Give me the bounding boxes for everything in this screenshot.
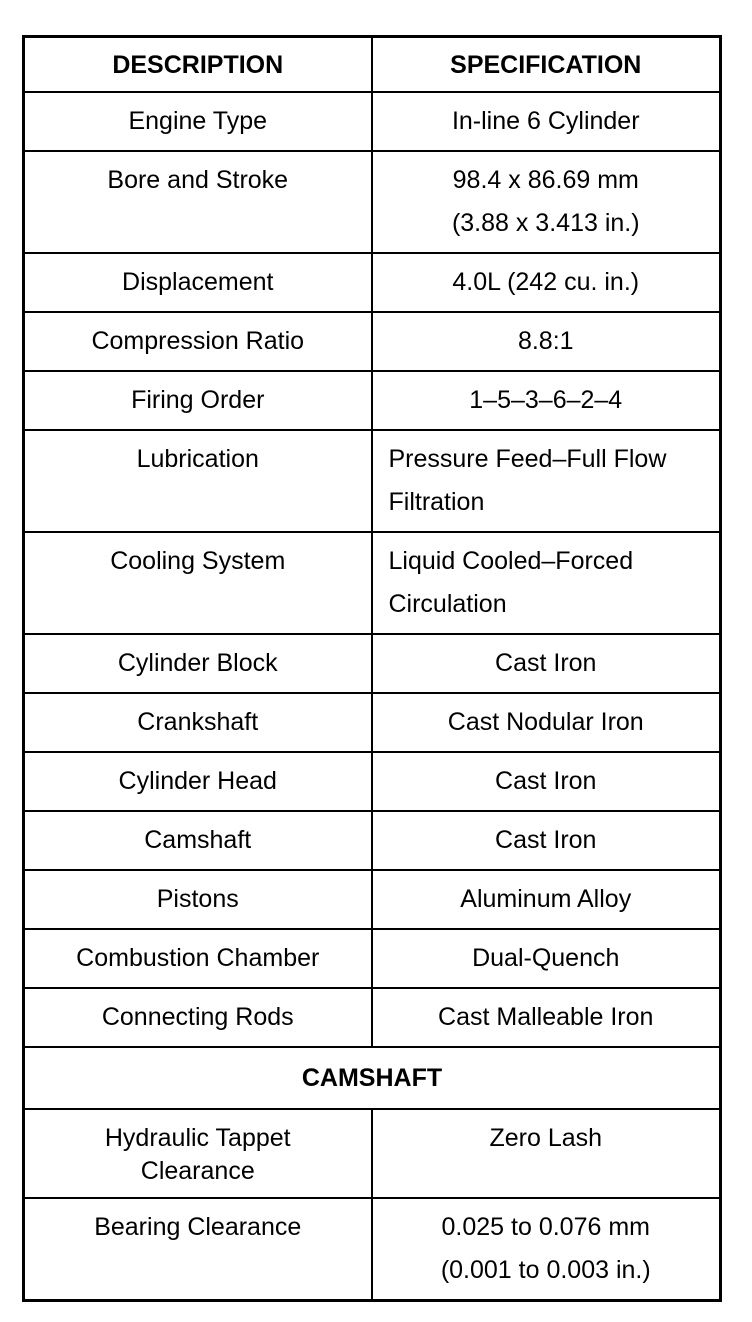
description-text: Compression Ratio — [91, 327, 305, 355]
table-row — [24, 371, 721, 430]
specification-text: Zero Lash — [489, 1124, 603, 1152]
table-row — [24, 811, 721, 870]
description-cell — [24, 92, 372, 151]
specification-cell — [372, 929, 721, 988]
description-text: Crankshaft — [137, 708, 259, 736]
specification-header: SPECIFICATION — [372, 37, 721, 93]
specification-cell — [372, 371, 721, 430]
description-text: Bearing Clearance — [94, 1213, 302, 1241]
description-cell — [24, 1198, 372, 1301]
description-text: Cooling System — [110, 547, 286, 575]
specification-text: 4.0L (242 cu. in.) — [452, 268, 640, 296]
description-cell — [24, 752, 372, 811]
table-row — [24, 870, 721, 929]
description-cell — [24, 151, 372, 253]
table-row — [24, 693, 721, 752]
description-header: DESCRIPTION — [24, 37, 372, 93]
description-text: Connecting Rods — [101, 1003, 294, 1031]
description-text: Cylinder Head — [118, 767, 277, 795]
specification-text: Pressure Feed–Full Flow — [388, 445, 667, 473]
description-text: Cylinder Block — [117, 649, 278, 677]
table-row — [24, 1198, 721, 1301]
description-cell — [24, 430, 372, 532]
specification-cell — [372, 92, 721, 151]
table-row — [24, 929, 721, 988]
description-cell — [24, 253, 372, 312]
specification-text: 0.025 to 0.076 mm — [441, 1213, 650, 1241]
description-cell — [24, 634, 372, 693]
camshaft-section-title: CAMSHAFT — [24, 1047, 721, 1109]
specification-cell — [372, 752, 721, 811]
table-row — [24, 532, 721, 634]
table-row — [24, 253, 721, 312]
specification-cell — [372, 253, 721, 312]
specification-cell — [372, 532, 721, 634]
description-cell — [24, 811, 372, 870]
description-text: Bore and Stroke — [107, 166, 289, 194]
table-row — [24, 988, 721, 1047]
specification-text: Cast Nodular Iron — [447, 708, 644, 736]
specification-text: Liquid Cooled–Forced — [388, 547, 634, 575]
description-cell — [24, 870, 372, 929]
description-text: Camshaft — [144, 826, 252, 854]
table-row — [24, 1109, 721, 1198]
specification-text: Cast Iron — [495, 649, 597, 677]
description-cell — [24, 929, 372, 988]
specification-text: Filtration — [388, 488, 485, 516]
specification-text: Dual-Quench — [472, 944, 620, 972]
specification-cell — [372, 312, 721, 371]
specification-text: Cast Iron — [495, 826, 597, 854]
description-text: Clearance — [140, 1157, 255, 1185]
description-text: Lubrication — [136, 445, 259, 473]
description-cell — [24, 988, 372, 1047]
description-text: Firing Order — [131, 386, 265, 414]
engine-specification-table — [22, 35, 722, 1302]
table-row — [24, 430, 721, 532]
specification-cell — [372, 1109, 721, 1198]
description-text: Combustion Chamber — [76, 944, 320, 972]
description-cell — [24, 371, 372, 430]
description-text: Hydraulic Tappet — [104, 1124, 291, 1152]
specification-text: Circulation — [388, 590, 507, 618]
description-cell — [24, 1109, 372, 1198]
description-cell — [24, 312, 372, 371]
specification-cell — [372, 988, 721, 1047]
specification-text: Cast Iron — [495, 767, 597, 795]
specification-cell — [372, 151, 721, 253]
table-row — [24, 151, 721, 253]
description-cell — [24, 693, 372, 752]
table-row — [24, 312, 721, 371]
specification-text: (0.001 to 0.003 in.) — [440, 1256, 651, 1284]
description-cell — [24, 532, 372, 634]
specification-cell — [372, 811, 721, 870]
specification-cell — [372, 634, 721, 693]
description-text: Displacement — [122, 268, 274, 296]
table-row — [24, 634, 721, 693]
specification-text: 1–5–3–6–2–4 — [469, 386, 623, 414]
specification-text: 98.4 x 86.69 mm — [452, 166, 639, 194]
section-header-row — [24, 1047, 721, 1109]
specification-cell — [372, 1198, 721, 1301]
table-row — [24, 92, 721, 151]
specification-text: Cast Malleable Iron — [438, 1003, 654, 1031]
description-text: Pistons — [156, 885, 239, 913]
specification-text: 8.8:1 — [517, 327, 574, 355]
table-row — [24, 752, 721, 811]
specification-text: In-line 6 Cylinder — [451, 107, 640, 135]
specification-cell — [372, 693, 721, 752]
description-text: Engine Type — [128, 107, 268, 135]
specification-text: Aluminum Alloy — [460, 885, 632, 913]
specification-cell — [372, 430, 721, 532]
specification-cell — [372, 870, 721, 929]
specification-text: (3.88 x 3.413 in.) — [451, 209, 640, 237]
header-row — [24, 37, 721, 93]
